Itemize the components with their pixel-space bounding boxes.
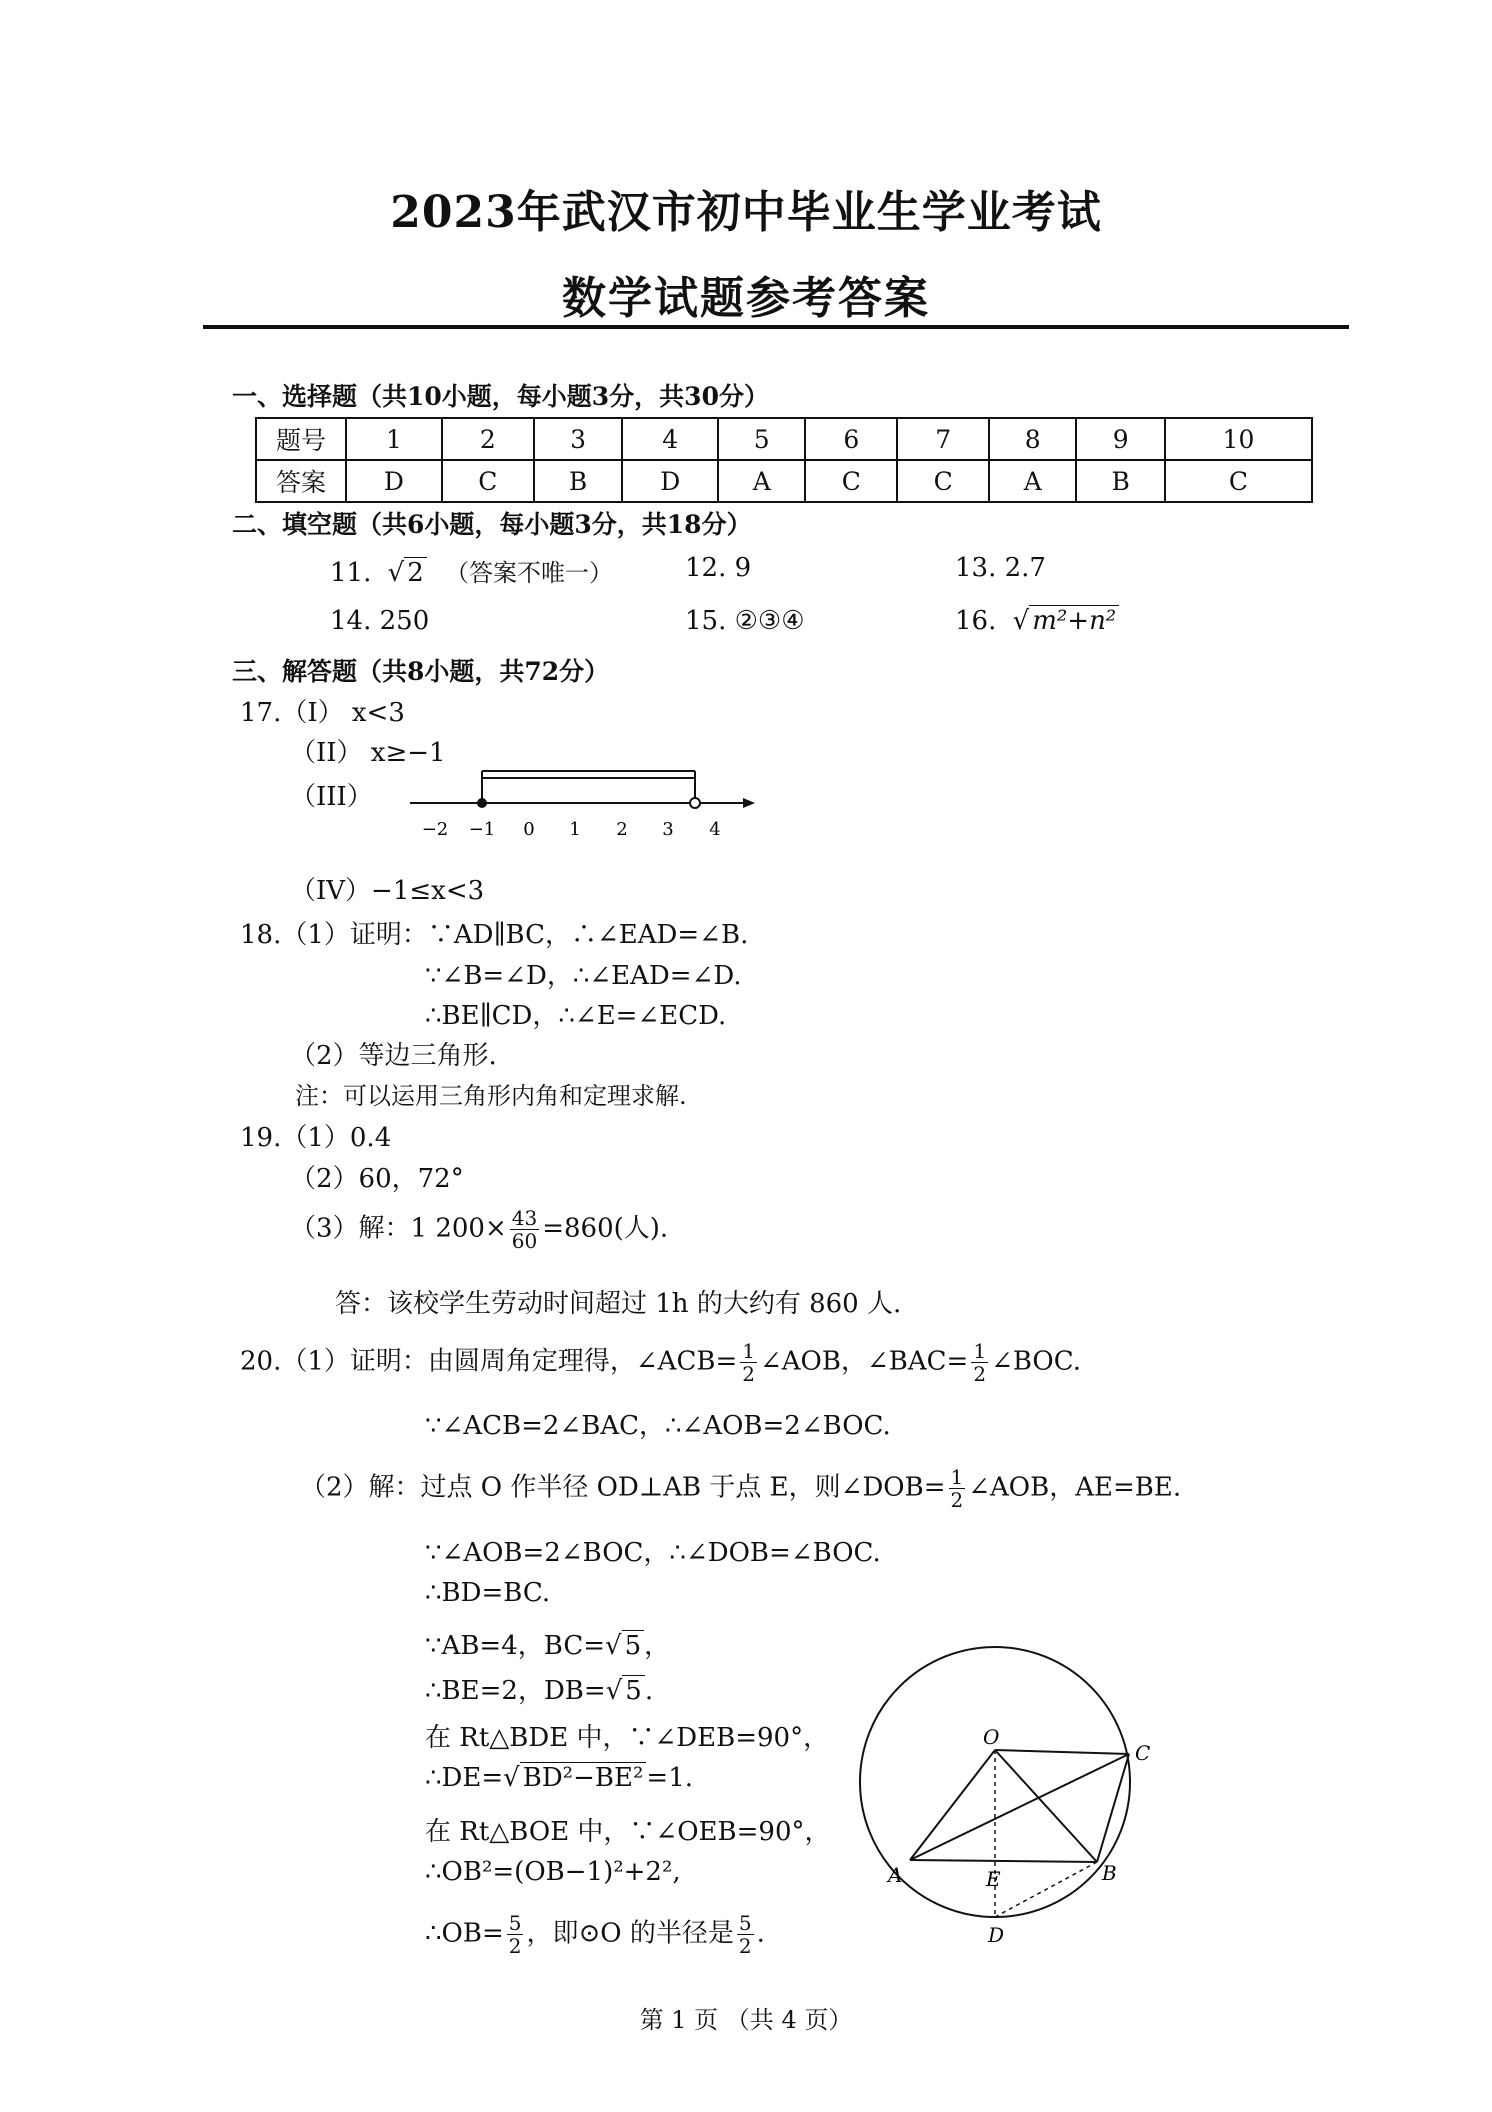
table-cell: C <box>805 460 897 502</box>
title-divider <box>203 325 1349 329</box>
answer-q15: 15. ②③④ <box>685 606 805 636</box>
table-cell: 8 <box>989 418 1076 460</box>
tick-label: 4 <box>709 819 721 840</box>
fraction <box>507 1912 524 1957</box>
q18-line2: ∵∠B=∠D，∴∠EAD=∠D. <box>425 961 742 991</box>
fraction-numerator: 1 <box>742 1339 755 1363</box>
tick-label: 1 <box>569 819 581 840</box>
q20-line6-prefix: ∵AB=4，BC= <box>425 1631 606 1661</box>
segment-ob <box>995 1750 1097 1862</box>
table-row-numbers <box>256 418 1312 460</box>
point-label-c: C <box>1135 1741 1151 1765</box>
fraction-denominator: 2 <box>742 1362 755 1386</box>
fraction-denominator: 60 <box>511 1229 538 1253</box>
table-cell: B <box>534 460 623 502</box>
fraction-numerator: 5 <box>738 1911 752 1935</box>
radicand: BD²−BE² <box>520 1762 647 1793</box>
q16-radicand: m²+n² <box>1029 605 1119 636</box>
q20-line9: ∴DE=√ BD²−BE² =1. <box>425 1763 693 1793</box>
section1-heading: 一、选择题（共10小题，每小题3分，共30分） <box>232 382 769 411</box>
fraction-numerator: 5 <box>508 1911 522 1935</box>
table-cell: C <box>897 460 989 502</box>
point-label-o: O <box>983 1725 1000 1749</box>
q20-line7-suffix: . <box>644 1676 654 1706</box>
q20-line9-suffix: =1. <box>646 1763 693 1793</box>
table-cell: 7 <box>897 418 989 460</box>
q20-line1-prefix: 20.（1）证明：由圆周角定理得，∠ACB= <box>240 1346 738 1377</box>
number-line-diagram <box>400 755 770 840</box>
q20-line7: ∴BE=2，DB=√ 5 . <box>425 1676 654 1706</box>
fraction <box>737 1912 754 1957</box>
table-row-answers <box>256 460 1312 502</box>
segment-oa <box>910 1750 995 1860</box>
open-endpoint <box>690 798 700 808</box>
answer-q16: 16. √ m²+n² <box>955 606 1119 636</box>
q19-line3-suffix: =860(人). <box>542 1213 669 1244</box>
q20-line10: 在 Rt△BOE 中，∵∠OEB=90°， <box>425 1817 831 1847</box>
q19-line4: 答：该校学生劳动时间超过 1h 的大约有 860 人. <box>335 1289 902 1319</box>
answer-table <box>255 417 1313 503</box>
segment-db-dashed <box>995 1862 1097 1917</box>
q16-number: 16. <box>955 606 997 636</box>
section3-heading: 三、解答题（共8小题，共72分） <box>232 657 610 686</box>
row-label-answers: 答案 <box>256 460 346 502</box>
fraction <box>510 1207 539 1252</box>
table-cell: D <box>622 460 718 502</box>
table-cell: A <box>989 460 1076 502</box>
fraction <box>740 1340 757 1385</box>
fraction <box>971 1340 988 1385</box>
q20-line12-prefix: ∴OB= <box>425 1918 504 1949</box>
answer-q12: 12. 9 <box>685 553 752 583</box>
q19-line3-prefix: （3）解：1 200× <box>290 1213 507 1244</box>
q11-number: 11. <box>330 558 372 588</box>
q18-note: 注：可以运用三角形内角和定理求解. <box>295 1082 687 1110</box>
table-cell: 3 <box>534 418 623 460</box>
q20-line4: ∵∠AOB=2∠BOC，∴∠DOB=∠BOC. <box>425 1538 881 1568</box>
page-title: 2023年武汉市初中毕业生学业考试 <box>390 187 1102 238</box>
fraction-denominator: 2 <box>508 1934 522 1958</box>
page-footer: 第 1 页 （共 4 页） <box>639 2006 853 2034</box>
tick-label: −2 <box>421 819 449 840</box>
table-cell: 4 <box>622 418 718 460</box>
fraction <box>949 1466 966 1511</box>
table-cell: 1 <box>346 418 442 460</box>
fraction-numerator: 1 <box>973 1339 987 1363</box>
q20-line12-suffix: . <box>756 1918 765 1949</box>
q17-part4: （IV）−1≤x<3 <box>290 876 485 906</box>
answer-q13: 13. 2.7 <box>955 553 1046 583</box>
q20-line11: ∴OB²=(OB−1)²+2², <box>425 1857 681 1887</box>
table-cell: C <box>442 460 534 502</box>
fraction-denominator: 2 <box>738 1934 752 1958</box>
axis-arrow <box>743 798 755 808</box>
q20-line1-suffix: ∠BOC. <box>991 1346 1081 1377</box>
q20-line12-middle: ，即⊙O 的半径是 <box>526 1918 734 1949</box>
answer-q14: 14. 250 <box>330 606 430 636</box>
q11-radicand: 2 <box>404 557 427 588</box>
fraction-numerator: 1 <box>950 1465 964 1489</box>
point-label-e: E <box>986 1867 1001 1891</box>
tick-label: −1 <box>468 819 496 840</box>
fraction-denominator: 2 <box>950 1488 964 1512</box>
q20-line8: 在 Rt△BDE 中，∵∠DEB=90°， <box>425 1723 830 1753</box>
q17-part1: 17.（I） x<3 <box>240 698 405 728</box>
tick-label: 2 <box>616 819 628 840</box>
radicand: 5 <box>622 1630 645 1661</box>
tick-label: 0 <box>523 819 535 840</box>
q20-line7-prefix: ∴BE=2，DB= <box>425 1676 606 1706</box>
page-subtitle: 数学试题参考答案 <box>562 273 930 324</box>
q20-line1-middle: ∠AOB，∠BAC= <box>759 1346 969 1377</box>
section2-heading: 二、填空题（共6小题，每小题3分，共18分） <box>232 510 752 539</box>
q18-line3: ∴BE∥CD，∴∠E=∠ECD. <box>425 1001 727 1031</box>
q20-line6-suffix: ， <box>644 1631 671 1661</box>
row-label-numbers: 题号 <box>256 418 346 460</box>
table-cell: B <box>1076 460 1165 502</box>
q20-line12 <box>425 1912 765 1957</box>
q20-line3-suffix: ∠AOB，AE=BE. <box>968 1472 1182 1503</box>
q20-line6: ∵AB=4，BC=√ 5 ， <box>425 1631 671 1661</box>
point-label-b: B <box>1102 1861 1117 1885</box>
table-cell: 9 <box>1076 418 1165 460</box>
tick-label: 3 <box>662 819 674 840</box>
q19-line2: （2）60，72° <box>290 1164 464 1194</box>
q18-line1: 18.（1）证明：∵AD∥BC，∴∠EAD=∠B. <box>240 920 749 950</box>
q20-line3 <box>300 1466 1181 1511</box>
answer-q11: 11. √ 2 （答案不唯一） <box>330 558 614 588</box>
q20-line1 <box>240 1340 1081 1385</box>
table-cell: C <box>1165 460 1312 502</box>
fraction-numerator: 43 <box>511 1206 538 1230</box>
point-label-a: A <box>888 1863 903 1887</box>
q20-line2: ∵∠ACB=2∠BAC，∴∠AOB=2∠BOC. <box>425 1411 891 1441</box>
circle-geometry-figure <box>850 1630 1160 1960</box>
table-cell: 5 <box>718 418 805 460</box>
segment-oc <box>995 1750 1129 1754</box>
radicand: 5 <box>622 1675 645 1706</box>
segment-ac <box>910 1754 1129 1860</box>
table-cell: 6 <box>805 418 897 460</box>
table-cell: 2 <box>442 418 534 460</box>
q19-line3 <box>290 1207 668 1252</box>
q20-line3-prefix: （2）解：过点 O 作半径 OD⊥AB 于点 E，则∠DOB= <box>300 1472 946 1503</box>
fraction-denominator: 2 <box>973 1362 987 1386</box>
point-label-d: D <box>988 1923 1005 1947</box>
table-cell: D <box>346 460 442 502</box>
q20-line5: ∴BD=BC. <box>425 1578 551 1608</box>
q17-part3-label: （III） <box>290 782 373 812</box>
q20-line9-prefix: ∴DE= <box>425 1763 504 1793</box>
table-cell: 10 <box>1165 418 1312 460</box>
q17-part2: （II） x≥−1 <box>290 738 446 768</box>
closed-endpoint <box>477 798 487 808</box>
q11-note: （答案不唯一） <box>445 559 614 587</box>
segment-ab <box>910 1860 1097 1862</box>
q19-line1: 19.（1）0.4 <box>240 1123 392 1153</box>
q18-line4: （2）等边三角形. <box>290 1041 497 1071</box>
table-cell: A <box>718 460 805 502</box>
